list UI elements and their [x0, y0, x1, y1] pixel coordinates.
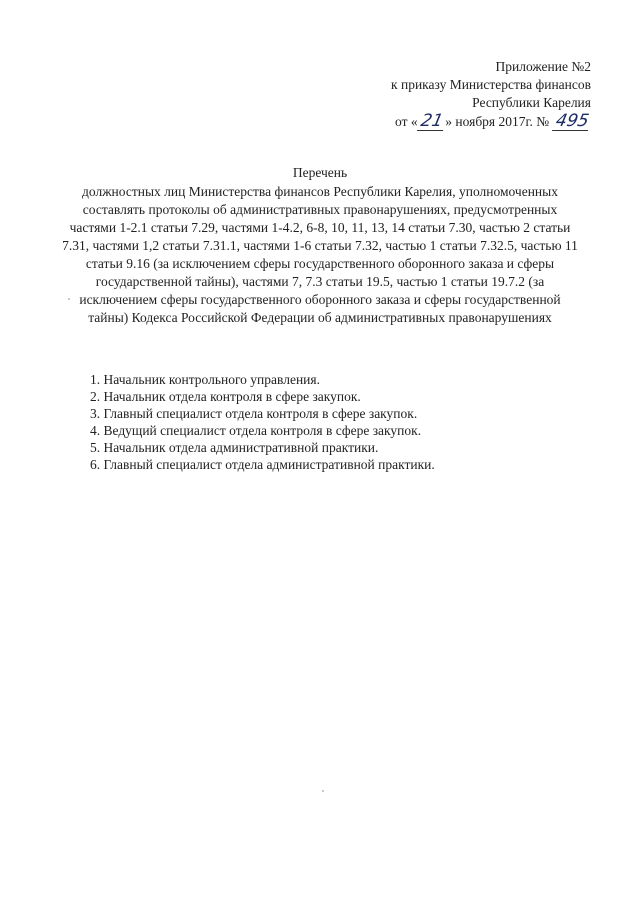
appendix-date-line: [391, 112, 591, 131]
appendix-header: [391, 58, 591, 131]
date-suffix: » ноября 2017г. №: [445, 114, 550, 129]
handwritten-day: 21: [418, 111, 445, 131]
list-item: 3. Главный специалист отдела контроля в сфере закупок.: [90, 406, 418, 421]
handwritten-order-number: 495: [553, 111, 591, 131]
appendix-order-ref: к приказу Министерства финансов: [391, 77, 591, 92]
title-body: должностных лиц Министерства финансов Республики Карелия, уполномоченных составлять протоколы об административных правонарушениях, предусмотренных частями 1-2.1 статьи 7.29, частями 1-4.2, 6-8, 10, 11, 13, 14 статьи 7.30, частью 2 статьи 7.31, частями 1,2 статьи 7.31.1, частями 1-6 статьи 7.32, частью 1 статьи 7.32.5, частью 11 статьи 9.16 (за исключением сферы государственного оборонного заказа и сферы государственной тайны), частями 7, 7.3 статьи 19.5, частью 1 статьи 19.7.2 (за исключением сферы государственного оборонного заказа и сферы государственной тайны) Кодекса Российской Федерации об административных правонарушениях: [62, 184, 578, 325]
appendix-republic: Республики Карелия: [472, 95, 591, 110]
scan-speck: [322, 790, 324, 792]
scan-speck: [68, 298, 70, 300]
list-item: 2. Начальник отдела контроля в сфере закупок.: [90, 389, 361, 404]
list-item: 6. Главный специалист отдела административной практики.: [90, 457, 435, 472]
date-prefix: от «: [395, 114, 418, 129]
list-item: 4. Ведущий специалист отдела контроля в сфере закупок.: [90, 423, 422, 438]
appendix-title: Приложение №2: [495, 59, 591, 74]
positions-list: [90, 371, 435, 473]
title-heading: Перечень: [292, 165, 348, 180]
document-title: [60, 164, 580, 327]
list-item: 5. Начальник отдела административной практики.: [90, 440, 379, 455]
list-item: 1. Начальник контрольного управления.: [90, 372, 320, 387]
